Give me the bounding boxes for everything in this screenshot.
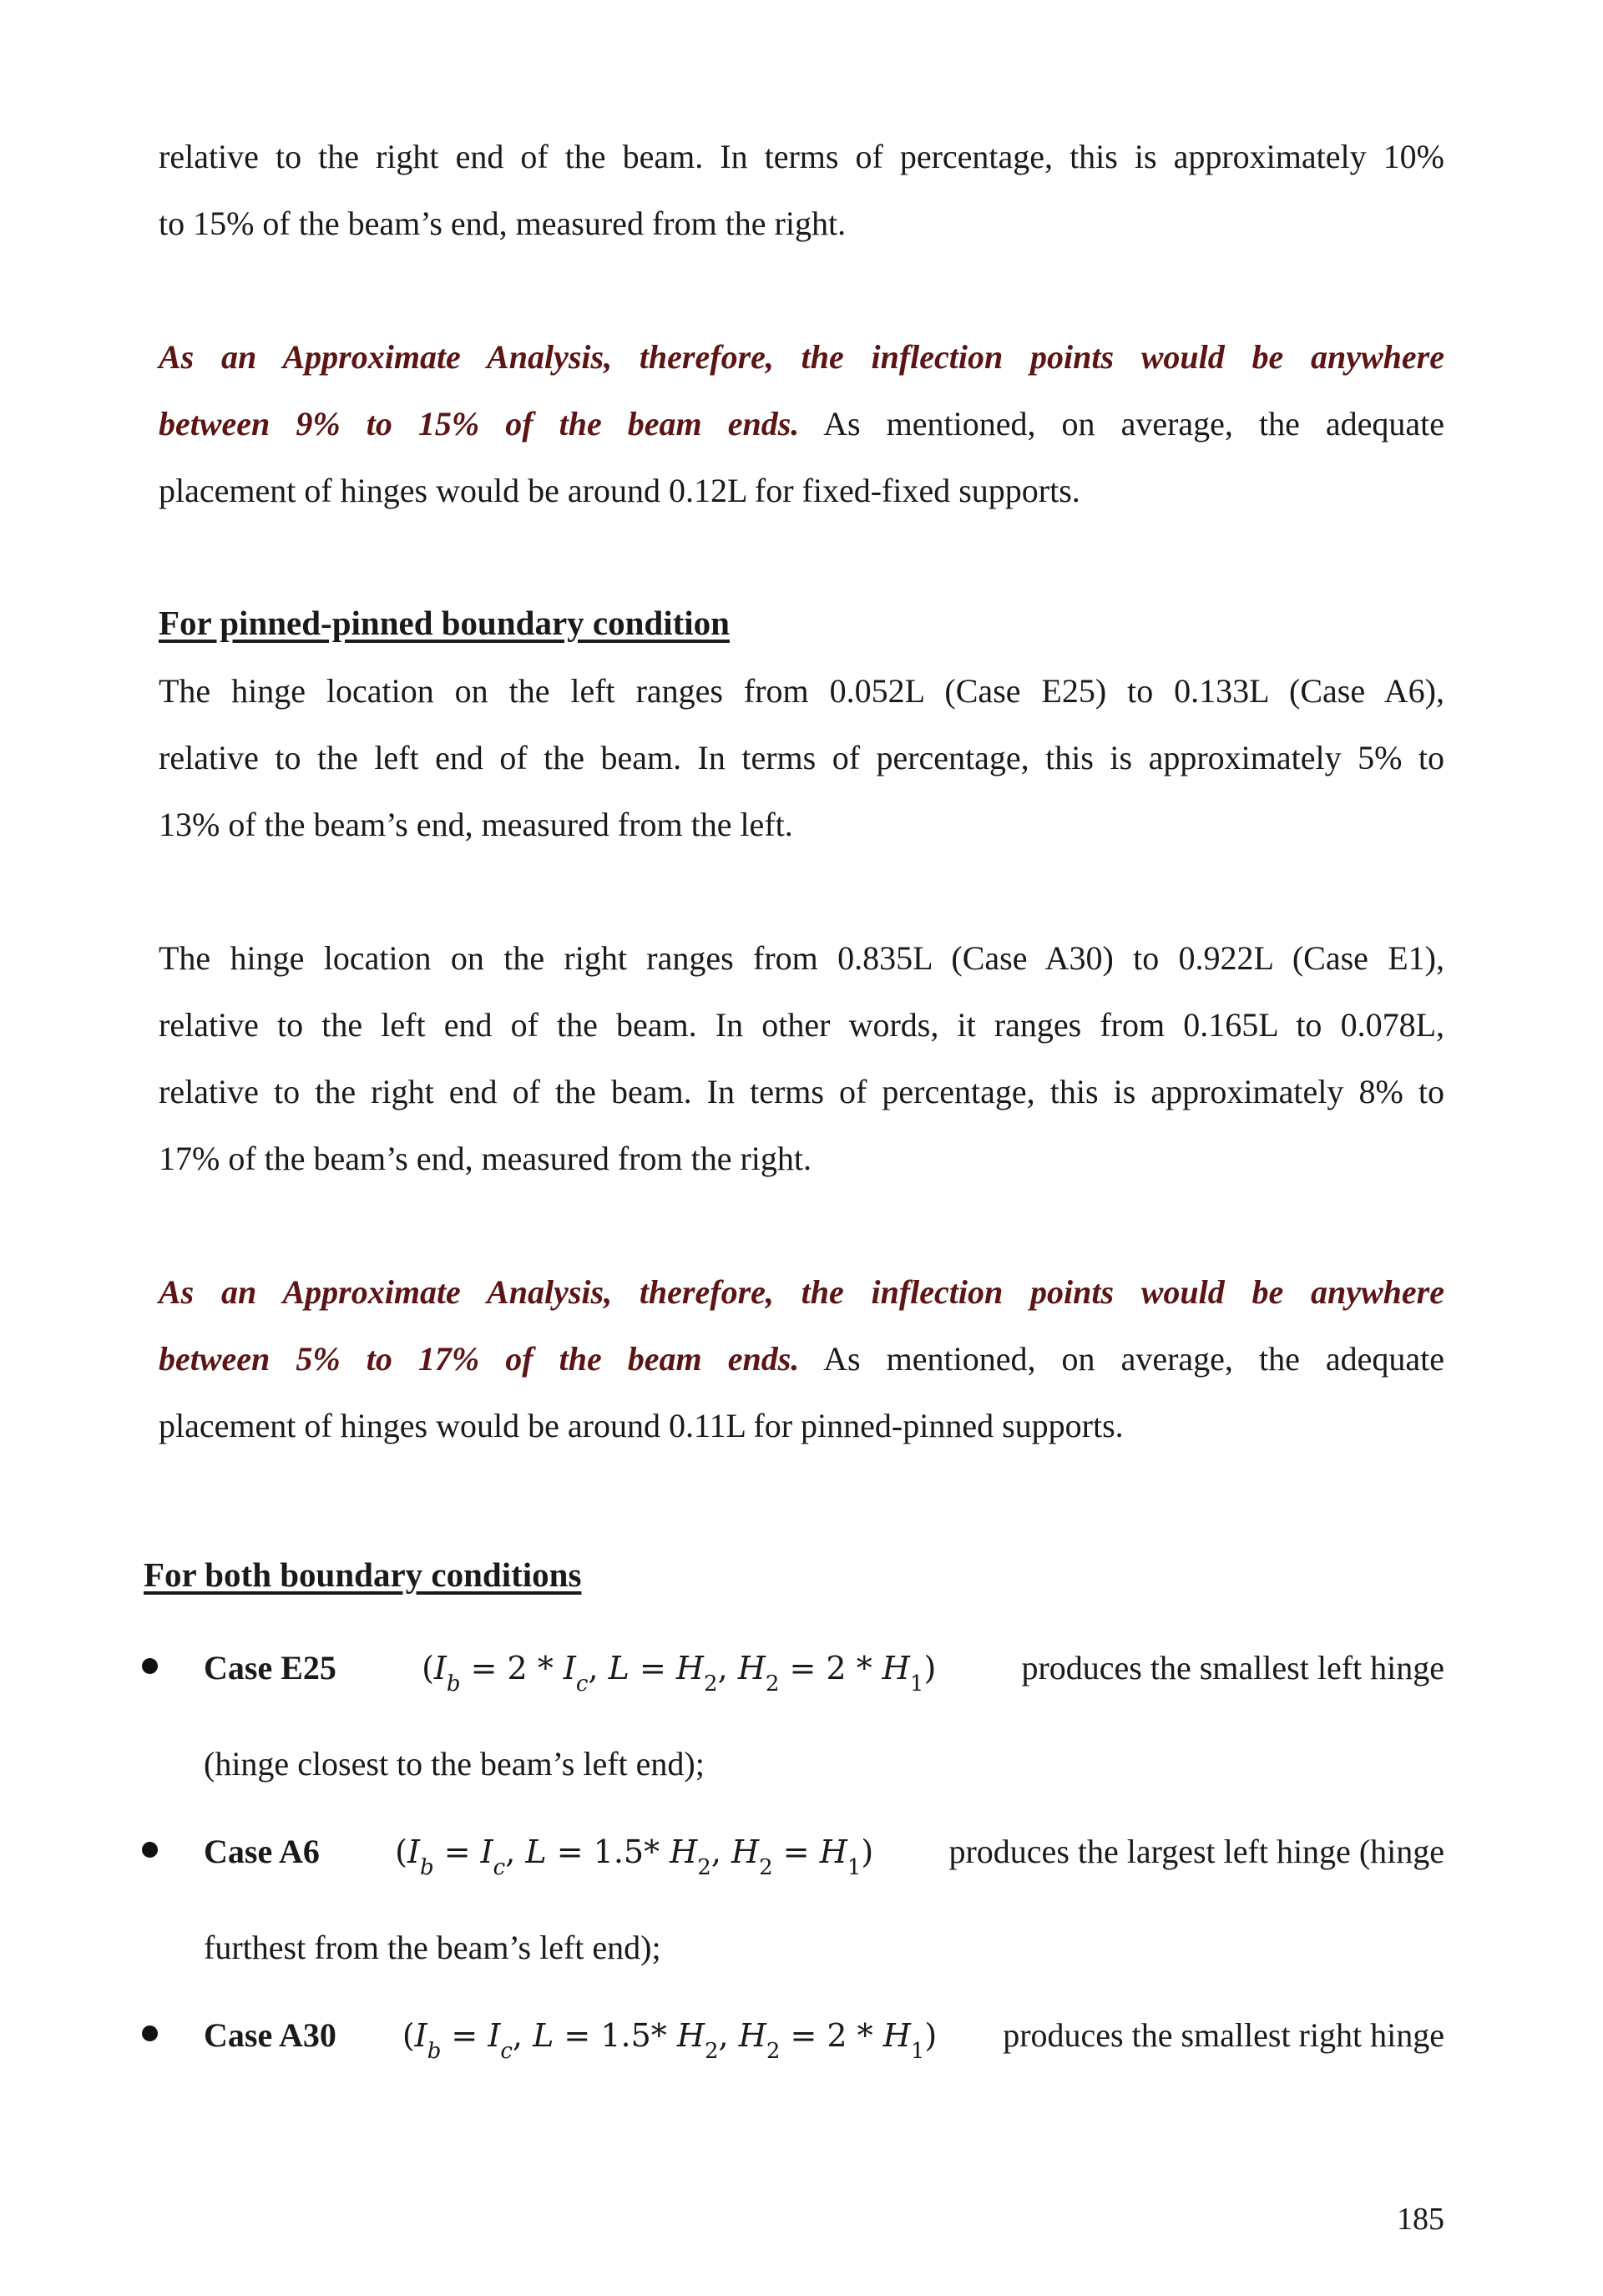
text-span: As mentioned, on average, the adequate (799, 405, 1445, 443)
formula: ($I_b = I_c$, L = 1.5* $H_2$, $H_2 = 2 * H_1$) (402, 2017, 938, 2064)
text-line: placement of hinges would be around 0.12L for fixed-fixed supports. (159, 472, 1080, 509)
list-item (142, 1818, 1444, 1985)
pinned-summary-paragraph (159, 1259, 1444, 1459)
emphasis-text: between 5% to 17% of the beam ends. (159, 1340, 800, 1378)
text-line: relative to the left end of the beam. In other words, it ranges from 0.165L to 0.078L, (159, 1006, 1444, 1044)
case-label: Case A30 (204, 2016, 336, 2054)
text-line: placement of hinges would be around 0.11L for pinned-pinned supports. (159, 1407, 1124, 1444)
section-heading (144, 1555, 1429, 1595)
emphasis-text: between 9% to 15% of the beam ends. (159, 405, 800, 443)
bullet-text: (hinge closest to the beam’s left end); (204, 1745, 705, 1783)
text-line: 17% of the beam’s end, measured from the right. (159, 1140, 812, 1177)
bullet-text: produces the smallest left hinge (1021, 1649, 1444, 1687)
page-number: 185 (1397, 2202, 1444, 2237)
emphasis-line: As an Approximate Analysis, therefore, the inflection points would be anywhere (159, 1273, 1444, 1311)
bullet-dot (142, 2025, 158, 2041)
bullet-text: produces the largest left hinge (hinge (948, 1833, 1444, 1870)
text-line: relative to the left end of the beam. In terms of percentage, this is approximately 5% to (159, 739, 1444, 776)
text-line: relative to the right end of the beam. In terms of percentage, this is approximately 10% (159, 138, 1444, 175)
formula: ($I_b = I_c$, L = 1.5* $H_2$, $H_2 = H_1$) (395, 1833, 874, 1880)
case-label: Case E25 (204, 1649, 336, 1687)
both-heading: For both boundary conditions (144, 1555, 582, 1594)
case-label: Case A6 (204, 1833, 320, 1870)
text-line: The hinge location on the right ranges from 0.835L (Case A30) to 0.922L (Case E1), (159, 939, 1444, 977)
text-line: 13% of the beam’s end, measured from the left. (159, 806, 793, 843)
list-item (142, 1635, 1444, 1802)
bullet-dot (142, 1658, 158, 1674)
emphasis-line: As an Approximate Analysis, therefore, the inflection points would be anywhere (159, 338, 1444, 376)
intro-paragraph (159, 124, 1444, 257)
formula: ($I_b = 2 * I_c$, $L = H_2$, $H_2 = 2 * H_1$) (422, 1650, 937, 1697)
list-item (142, 2002, 1444, 2086)
pinned-heading: For pinned-pinned boundary condition (159, 604, 730, 642)
text-line: relative to the right end of the beam. In terms of percentage, this is approximately 8% to (159, 1073, 1444, 1110)
fixed-summary-paragraph (159, 324, 1444, 524)
text-span: As mentioned, on average, the adequate (799, 1340, 1445, 1378)
section-heading (159, 603, 1444, 643)
bullet-text: produces the smallest right hinge (1003, 2016, 1444, 2054)
bullet-text: furthest from the beam’s left end); (204, 1929, 661, 1966)
pinned-right-paragraph (159, 925, 1444, 1192)
text-line: to 15% of the beam’s end, measured from the right. (159, 205, 847, 242)
text-line: The hinge location on the left ranges from 0.052L (Case E25) to 0.133L (Case A6), (159, 672, 1444, 710)
bullet-dot (142, 1842, 158, 1858)
pinned-left-paragraph (159, 658, 1444, 858)
